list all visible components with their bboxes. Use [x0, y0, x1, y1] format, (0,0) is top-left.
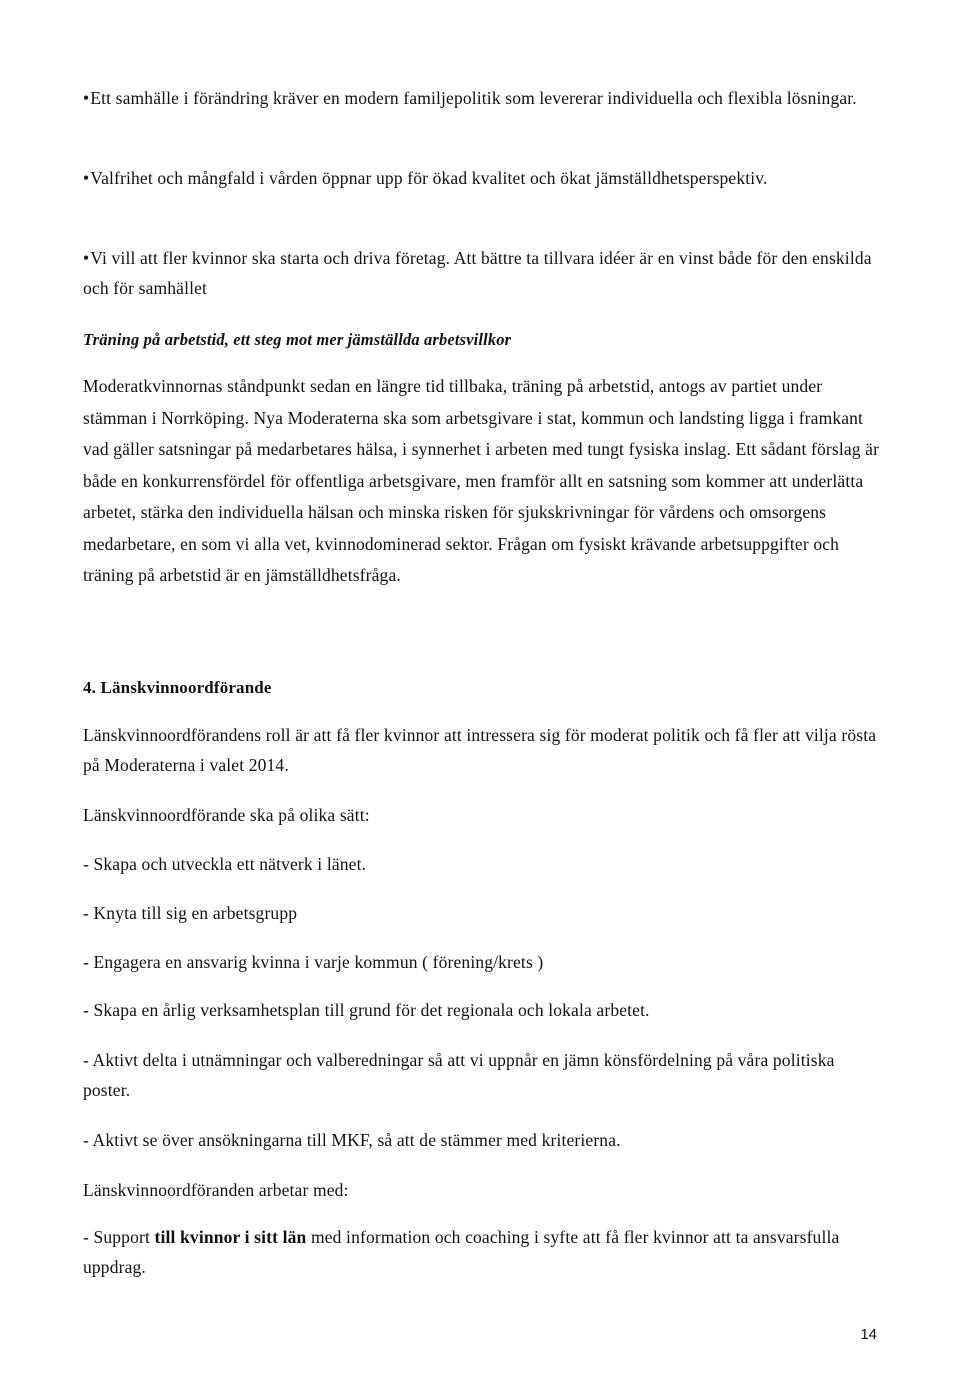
page-number: 14 — [860, 1326, 877, 1343]
bullet-dot-icon: • — [83, 248, 90, 268]
task-item: - Aktivt se över ansökningarna till MKF, så att de stämmer med kriterierna. — [83, 1130, 621, 1150]
section-heading: 4. Länskvinnoordförande — [83, 678, 272, 697]
bullet-item — [83, 163, 883, 193]
training-paragraph: Moderatkvinnornas ståndpunkt sedan en längre tid tillbaka, träning på arbetstid, antogs av partiet under stämman i Norrköping. Nya Moderaterna ska som arbetsgivare i stat, kommun och landsting ligga i framkant vad gäller satsningar på medarbetares hälsa, i synnerhet i arbeten med tungt fysiska inslag. Ett sådant förslag är både en konkurrensfördel för offentliga arbetsgivare, men framför allt en satsning som kommer att underlätta arbetet, stärka den individuella hälsan och minska risken för sjukskrivningar för vårdens och omsorgens medarbetare, en som vi alla vet, kvinnodominerad sektor. Frågan om fysiskt krävande arbetsuppgifter och träning på arbetstid är en jämställdhetsfråga. — [83, 376, 880, 585]
bullet-text: Ett samhälle i förändring kräver en modern familjepolitik som levererar individuella och flexibla lösningar. — [90, 88, 857, 108]
bullet-text: Valfrihet och mångfald i vården öppnar upp för ökad kvalitet och ökat jämställdhetsperspektiv. — [90, 168, 768, 188]
bullet-item — [83, 243, 883, 303]
bullet-dot-icon: • — [83, 88, 90, 108]
task-item: - Knyta till sig en arbetsgrupp — [83, 903, 298, 923]
bullet-item — [83, 83, 883, 113]
works-label: Länskvinnoordföranden arbetar med: — [83, 1180, 349, 1200]
tasks-label: Länskvinnoordförande ska på olika sätt: — [83, 805, 370, 825]
support-item — [83, 1222, 883, 1282]
support-suffix: med information och coaching i syfte att få fler kvinnor att ta ansvarsfulla uppdrag. — [83, 1227, 840, 1277]
support-bold-text: till kvinnor i sitt län — [154, 1227, 307, 1247]
training-heading: Träning på arbetstid, ett steg mot mer jämställda arbetsvillkor — [83, 330, 512, 349]
support-prefix: - Support — [83, 1227, 155, 1247]
task-item: - Skapa och utveckla ett nätverk i länet. — [83, 854, 367, 874]
task-item: - Engagera en ansvarig kvinna i varje kommun ( förening/krets ) — [83, 952, 544, 972]
section-intro: Länskvinnoordförandens roll är att få fler kvinnor att intressera sig för moderat politik och få fler att vilja rösta på Moderaterna i valet 2014. — [83, 725, 877, 775]
task-item: - Aktivt delta i utnämningar och valberedningar så att vi uppnår en jämn könsfördelning på våra politiska poster. — [83, 1050, 835, 1100]
bullet-dot-icon: • — [83, 168, 90, 188]
task-item: - Skapa en årlig verksamhetsplan till grund för det regionala och lokala arbetet. — [83, 1000, 650, 1020]
bullet-text: Vi vill att fler kvinnor ska starta och driva företag. Att bättre ta tillvara idéer är en vinst både för den enskilda och för samhället — [83, 248, 872, 298]
